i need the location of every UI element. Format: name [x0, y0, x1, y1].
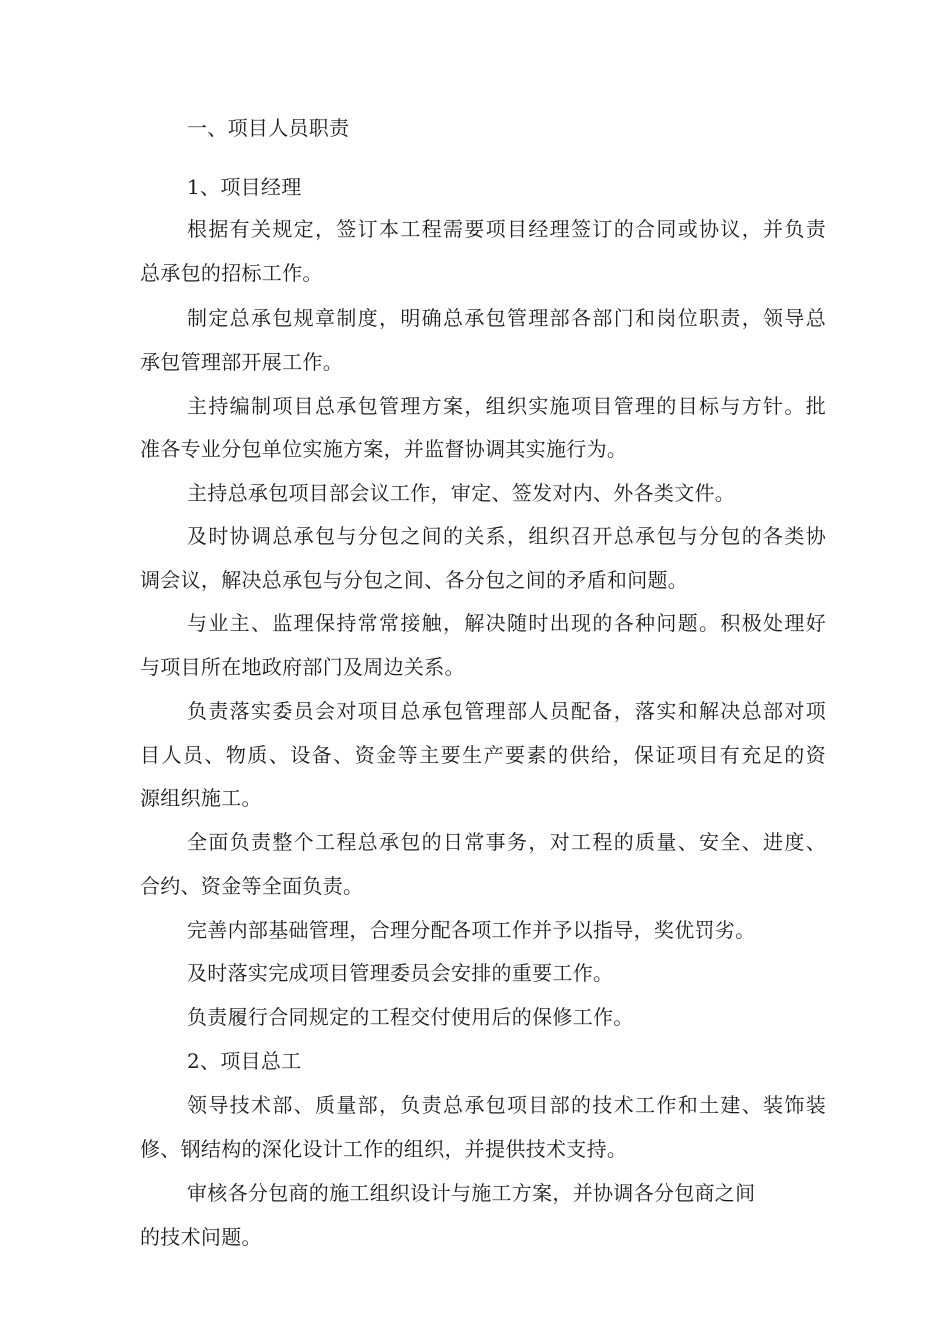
heading-project-manager: 1、项目经理 — [187, 175, 302, 199]
section-title: 一、项目人员职责 — [187, 116, 350, 140]
paragraph-line: 完善内部基础管理，合理分配各项工作并予以指导，奖优罚劣。 — [187, 918, 756, 942]
paragraph-line: 及时落实完成项目管理委员会安排的重要工作。 — [187, 961, 614, 985]
paragraph-line: 根据有关规定，签订本工程需要项目经理签订的合同或协议，并负责 — [187, 217, 826, 241]
paragraph-line: 及时协调总承包与分包之间的关系，组织召开总承包与分包的各类协 — [187, 524, 826, 548]
paragraph-line: 的技术问题。 — [140, 1225, 262, 1249]
paragraph-line: 与项目所在地政府部门及周边关系。 — [140, 655, 465, 679]
paragraph-line: 主持编制项目总承包管理方案，组织实施项目管理的目标与方针。批 — [187, 394, 826, 418]
paragraph-line: 审核各分包商的施工组织设计与施工方案，并协调各分包商之间 — [187, 1181, 756, 1205]
paragraph-line: 全面负责整个工程总承包的日常事务，对工程的质量、安全、进度、 — [187, 830, 826, 854]
paragraph-line: 承包管理部开展工作。 — [140, 350, 343, 374]
heading-chief-engineer: 2、项目总工 — [187, 1049, 302, 1073]
paragraph-line: 制定总承包规章制度，明确总承包管理部各部门和岗位职责，领导总 — [187, 306, 826, 330]
paragraph-line: 修、钢结构的深化设计工作的组织，并提供技术支持。 — [140, 1137, 628, 1161]
paragraph-line: 源组织施工。 — [140, 786, 262, 810]
paragraph-line: 与业主、监理保持常常接触，解决随时出现的各种问题。积极处理好 — [187, 611, 826, 635]
paragraph-line: 目人员、物质、设备、资金等主要生产要素的供给，保证项目有充足的资 — [140, 743, 826, 767]
paragraph-line: 总承包的招标工作。 — [140, 261, 323, 285]
paragraph-line: 合约、资金等全面负责。 — [140, 874, 364, 898]
paragraph-line: 准各专业分包单位实施方案，并监督协调其实施行为。 — [140, 437, 628, 461]
paragraph-line: 负责落实委员会对项目总承包管理部人员配备，落实和解决总部对项 — [187, 699, 826, 723]
paragraph-line: 负责履行合同规定的工程交付使用后的保修工作。 — [187, 1005, 634, 1029]
paragraph-line: 领导技术部、质量部，负责总承包项目部的技术工作和土建、装饰装 — [187, 1093, 826, 1117]
paragraph-line: 主持总承包项目部会议工作，审定、签发对内、外各类文件。 — [187, 481, 736, 505]
paragraph-line: 调会议，解决总承包与分包之间、各分包之间的矛盾和问题。 — [140, 568, 689, 592]
